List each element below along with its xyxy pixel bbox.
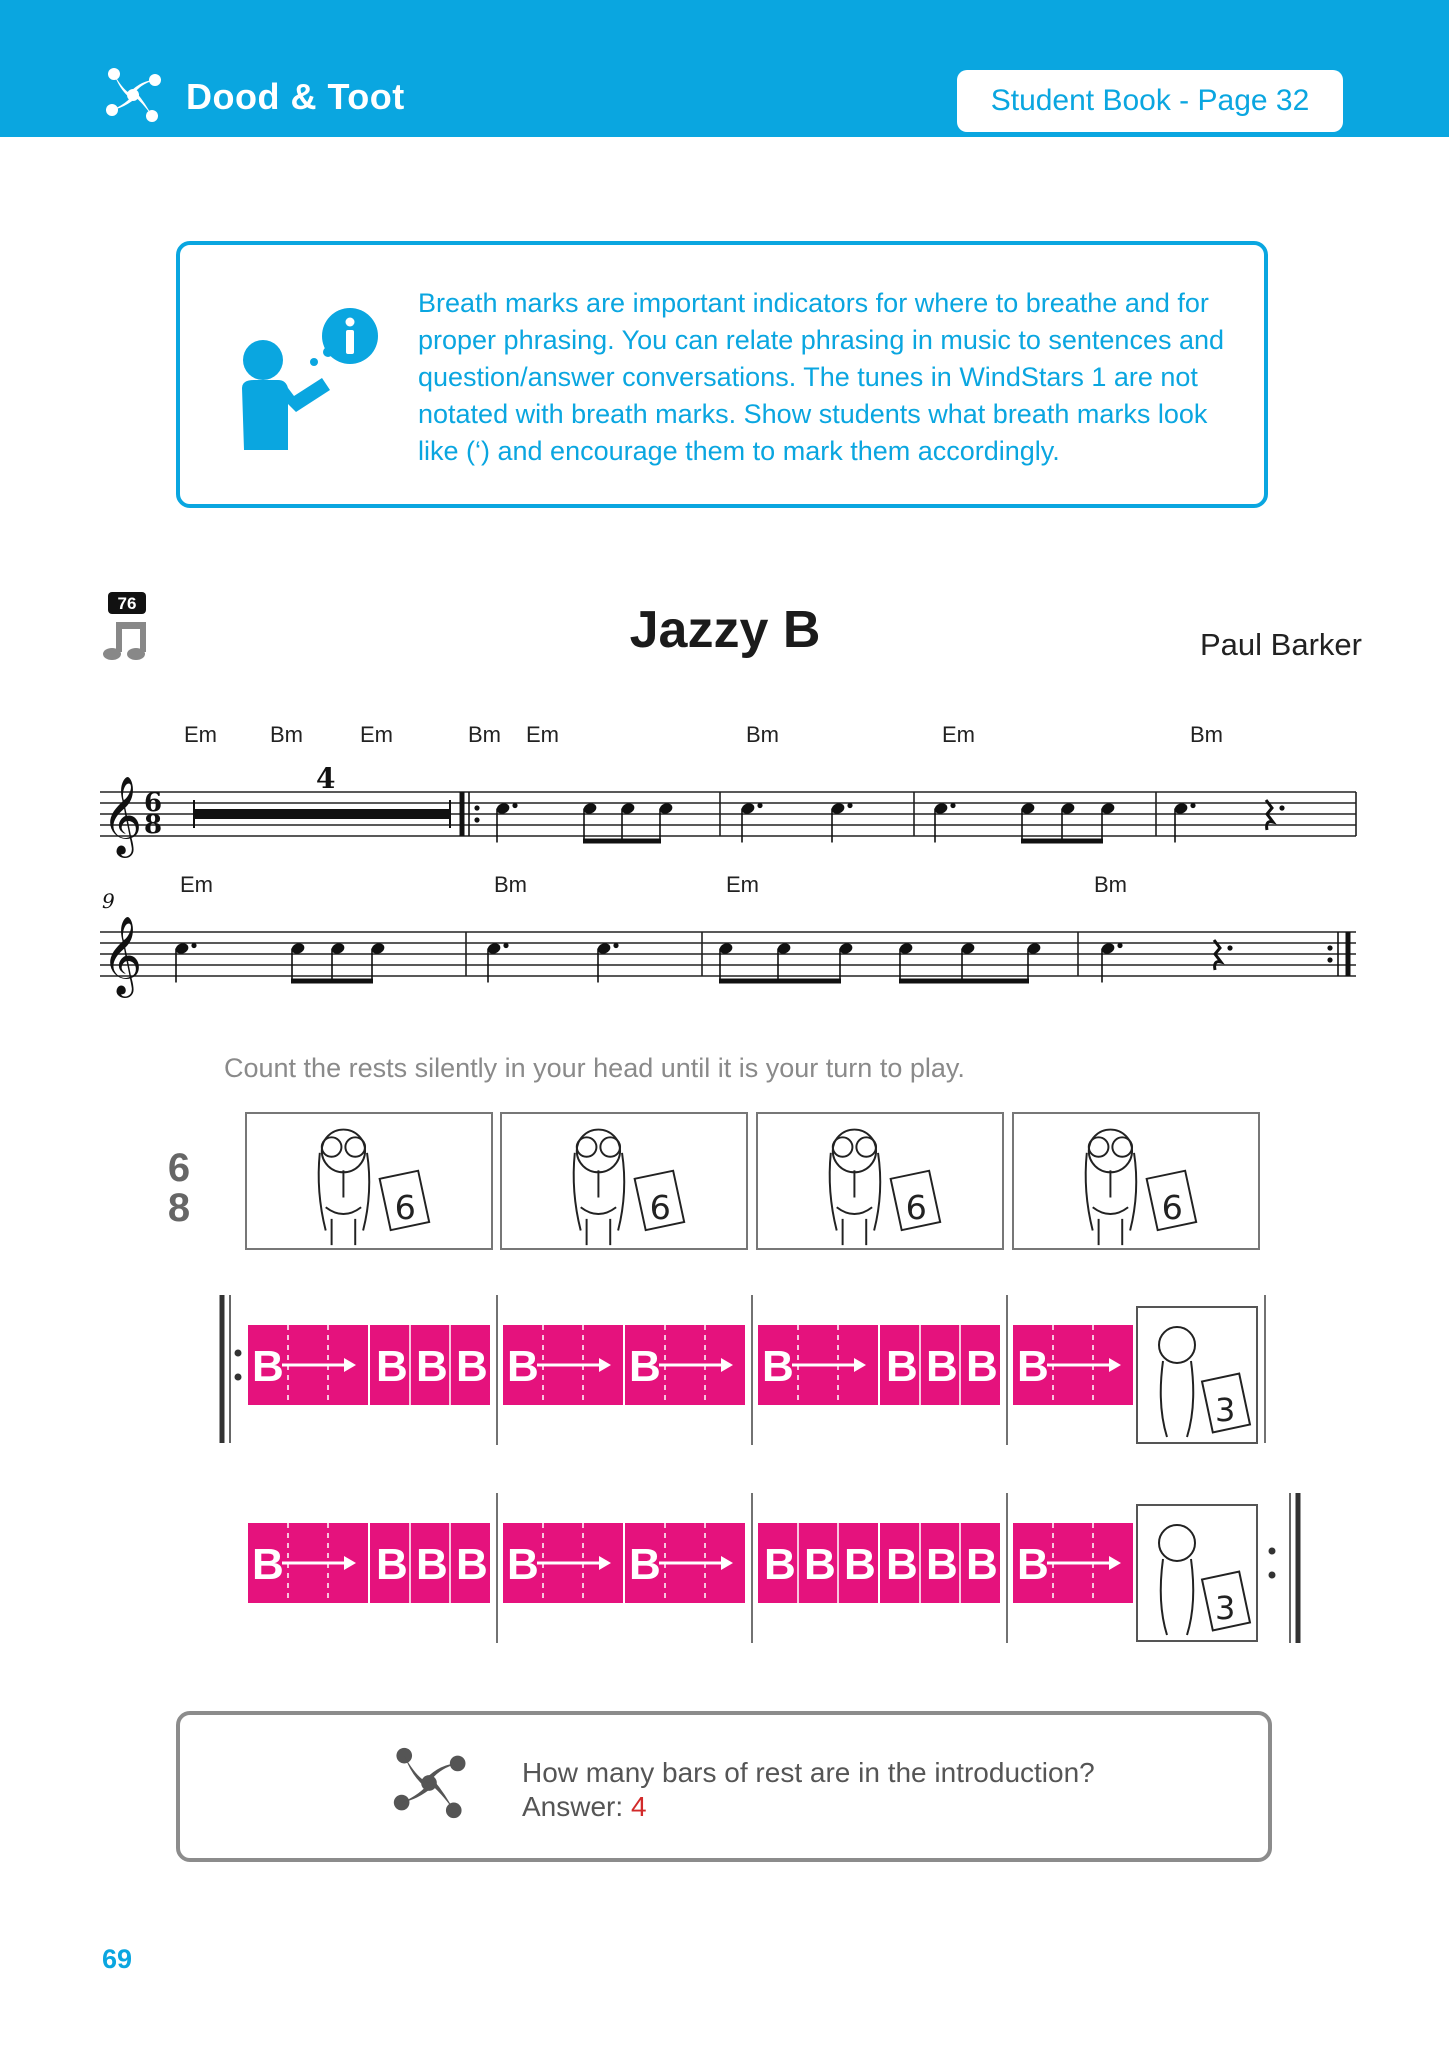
rest-time-signature — [164, 1148, 194, 1228]
card-count: 6 — [649, 1188, 671, 1227]
repeat-dot — [1327, 945, 1332, 950]
note-letter: B — [376, 1540, 408, 1589]
rest-count-card — [500, 1112, 748, 1250]
time-sig-bottom: 8 — [144, 810, 163, 840]
note-letter: B — [926, 1540, 958, 1589]
page-reference-badge: Student Book - Page 32 — [957, 70, 1343, 132]
note-dot — [950, 803, 955, 808]
treble-clef-icon: 𝄞 — [102, 916, 143, 995]
answer-value: 4 — [630, 1791, 647, 1822]
time-sig-top: 6 — [144, 788, 163, 818]
note-letter: B — [764, 1540, 796, 1589]
card-count: 6 — [1161, 1188, 1183, 1227]
rests-instruction: Count the rests silently in your head until it is your turn to play. — [224, 1053, 965, 1083]
chord-symbol: Em — [726, 872, 759, 897]
chord-symbol: Em — [526, 722, 559, 747]
dood-toot-logo-icon — [100, 62, 166, 128]
dood-toot-logo-icon — [386, 1740, 472, 1826]
treble-clef-icon: 𝄞 — [102, 776, 143, 855]
chord-symbol: Bm — [1094, 872, 1127, 897]
chord-symbol: Em — [360, 722, 393, 747]
repeat-dot — [1327, 957, 1332, 962]
note-letter: B — [966, 1342, 998, 1391]
answer-label: Answer: — [522, 1791, 624, 1822]
audio-track-icon[interactable] — [98, 592, 154, 660]
note-letter: B — [507, 1342, 539, 1391]
rest-count-card — [245, 1112, 493, 1250]
chord-symbol: Bm — [494, 872, 527, 897]
note-letter: B — [886, 1342, 918, 1391]
composer-name: Paul Barker — [1200, 627, 1362, 662]
note-dot — [1190, 803, 1195, 808]
card-count: 6 — [905, 1188, 927, 1227]
chord-symbol: Em — [942, 722, 975, 747]
info-text: Breath marks are important indicators for where to breathe and for proper phrasing. You can relate phrasing in music to sentences and question/answer conversations. The tunes in WindStars 1 are not notated with breath marks. Show students what breath marks look like (‘) and encourage them to mark them accordingly. — [418, 288, 1225, 466]
note-letter: B — [1017, 1540, 1049, 1589]
multi-measure-rest — [194, 809, 450, 819]
note-letter: B — [507, 1540, 539, 1589]
chord-symbol: Bm — [270, 722, 303, 747]
repeat-dot — [235, 1350, 242, 1357]
note-dot — [1117, 943, 1122, 948]
rest-dot — [1227, 945, 1232, 950]
chord-symbol: Em — [184, 722, 217, 747]
bar-number: 9 — [102, 889, 115, 913]
rest-dot — [1279, 805, 1284, 810]
repeat-dot — [474, 817, 479, 822]
rest-card-count: 3 — [1215, 1391, 1236, 1429]
track-number: 76 — [117, 594, 137, 613]
note-letter: B — [456, 1540, 488, 1589]
repeat-dot — [235, 1374, 242, 1381]
rest-count-card — [756, 1112, 1004, 1250]
chord-symbol: Bm — [468, 722, 501, 747]
card-count: 6 — [394, 1188, 416, 1227]
note-letter: B — [456, 1342, 488, 1391]
note-letter: B — [252, 1540, 284, 1589]
time-sig-bottom: 8 — [167, 1186, 191, 1230]
repeat-dot — [1269, 1572, 1276, 1579]
beam — [719, 979, 841, 984]
note-letter: B — [376, 1342, 408, 1391]
note-letter: B — [416, 1342, 448, 1391]
multi-rest-count: 4 — [316, 762, 336, 795]
beam — [899, 979, 1029, 984]
rest-count-card — [1012, 1112, 1260, 1250]
answer-line — [522, 1791, 647, 1823]
chord-symbol: Bm — [746, 722, 779, 747]
note-letter: B — [629, 1342, 661, 1391]
page-number: 69 — [102, 1944, 133, 1974]
note-letter: B — [886, 1540, 918, 1589]
note-dot — [503, 943, 508, 948]
repeat-dot — [1269, 1548, 1276, 1555]
note-letter: B — [629, 1540, 661, 1589]
note-dot — [191, 943, 196, 948]
note-dot — [847, 803, 852, 808]
note-dot — [613, 943, 618, 948]
note-letter: B — [804, 1540, 836, 1589]
note-dot — [512, 803, 517, 808]
rest-card-count: 3 — [1215, 1589, 1236, 1627]
note-letter: B — [966, 1540, 998, 1589]
song-title: Jazzy B — [629, 601, 821, 659]
rhythm-grid — [210, 1295, 1310, 1655]
chord-symbol: Bm — [1190, 722, 1223, 747]
beam — [1021, 839, 1103, 844]
note-letter: B — [926, 1342, 958, 1391]
note-letter: B — [762, 1342, 794, 1391]
beam — [583, 839, 661, 844]
beam — [291, 979, 373, 984]
note-dot — [757, 803, 762, 808]
chord-symbol: Em — [180, 872, 213, 897]
note-letter: B — [1017, 1342, 1049, 1391]
repeat-dot — [474, 805, 479, 810]
note-letter: B — [252, 1342, 284, 1391]
sheet-music-score — [98, 700, 1358, 1010]
app-title: Dood & Toot — [186, 76, 405, 117]
note-letter: B — [416, 1540, 448, 1589]
time-sig-top: 6 — [167, 1146, 191, 1190]
question-text: How many bars of rest are in the introduction? — [522, 1757, 1095, 1788]
info-speaker-icon — [230, 300, 390, 450]
note-letter: B — [844, 1540, 876, 1589]
